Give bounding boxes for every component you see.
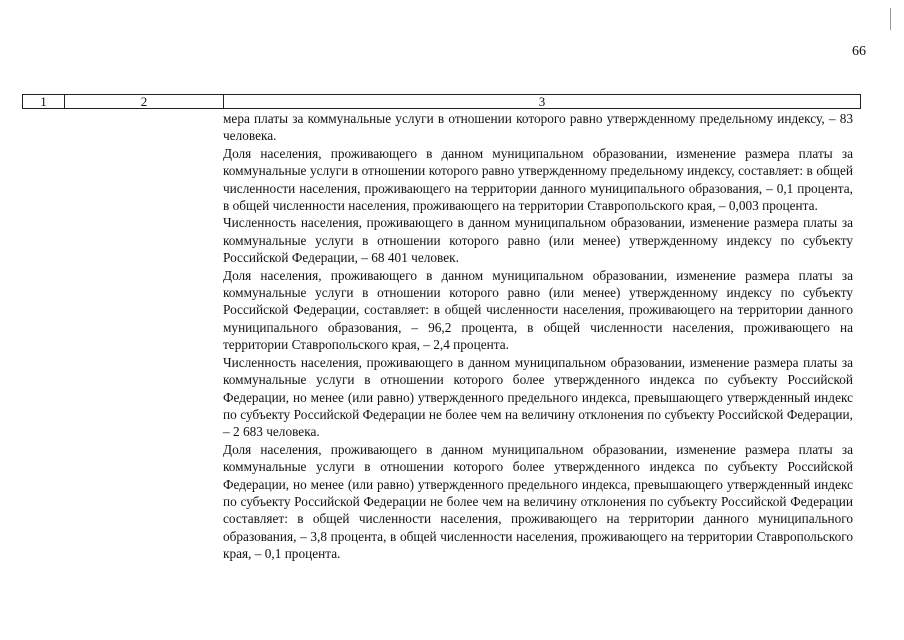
paragraph: Доля населения, проживающего в данном муниципальном образовании, изменение размера платы за коммунальные услуги в отношении которого равно утвержденному предельному индексу, составляет: в общей численности населения, проживающего на территории данного муниципального образования, – 0,1 процента, в общей численности населения, проживающего на территории Ставропольского края, – 0,003 процента.: [223, 145, 853, 214]
page-number: 66: [852, 44, 866, 59]
paragraph-continuation: мера платы за коммунальные услуги в отношении которого равно утвержденному предельному индексу, – 83 человека.: [223, 111, 853, 144]
paragraph: Численность населения, проживающего в данном муниципальном образовании, изменение размера платы за коммунальные услуги в отношении которого равно (или менее) утвержденному индексу по субъекту Российской Федерации, – 68 401 человек.: [223, 215, 853, 266]
paragraph: Численность населения, проживающего в данном муниципальном образовании, изменение размера платы за коммунальные услуги в отношении которого более утвержденного индекса по субъекту Российской Федерации, но менее (или равно) утвержденного предельного индекса, превышающего утвержденный индекс по субъекту Российской Федерации не более чем на величину отклонения по субъекту Российской Федерации, – 2 683 человека.: [223, 354, 853, 440]
column-header-table: [22, 94, 861, 109]
paragraph: Доля населения, проживающего в данном муниципальном образовании, изменение размера платы за коммунальные услуги в отношении которого равно (или менее) утвержденному индексу по субъекту Российской Федерации, составляет: в общей численности населения, проживающего на территории данного муниципального образования, – 96,2 процента, в общей численности населения, проживающего на территории Ставропольского края, – 2,4 процента.: [223, 267, 853, 353]
document-body: [223, 110, 853, 563]
column-header-1: 1: [23, 95, 65, 109]
column-header-2: 2: [65, 95, 224, 109]
page-edge-mark: [890, 8, 891, 30]
column-header-3: 3: [224, 95, 861, 109]
paragraph: Доля населения, проживающего в данном муниципальном образовании, изменение размера платы за коммунальные услуги в отношении которого более утвержденного индекса по субъекту Российской Федерации, но менее (или равно) утвержденного предельного индекса, превышающего утвержденный индекс по субъекту Российской Федерации не более чем на величину отклонения по субъекту Российской Федерации составляет: в общей численности населения, проживающего на территории данного муниципального образования, – 3,8 процента, в общей численности населения, проживающего на территории Ставропольского края, – 0,1 процента.: [223, 441, 853, 562]
column-header-row: [23, 95, 861, 109]
